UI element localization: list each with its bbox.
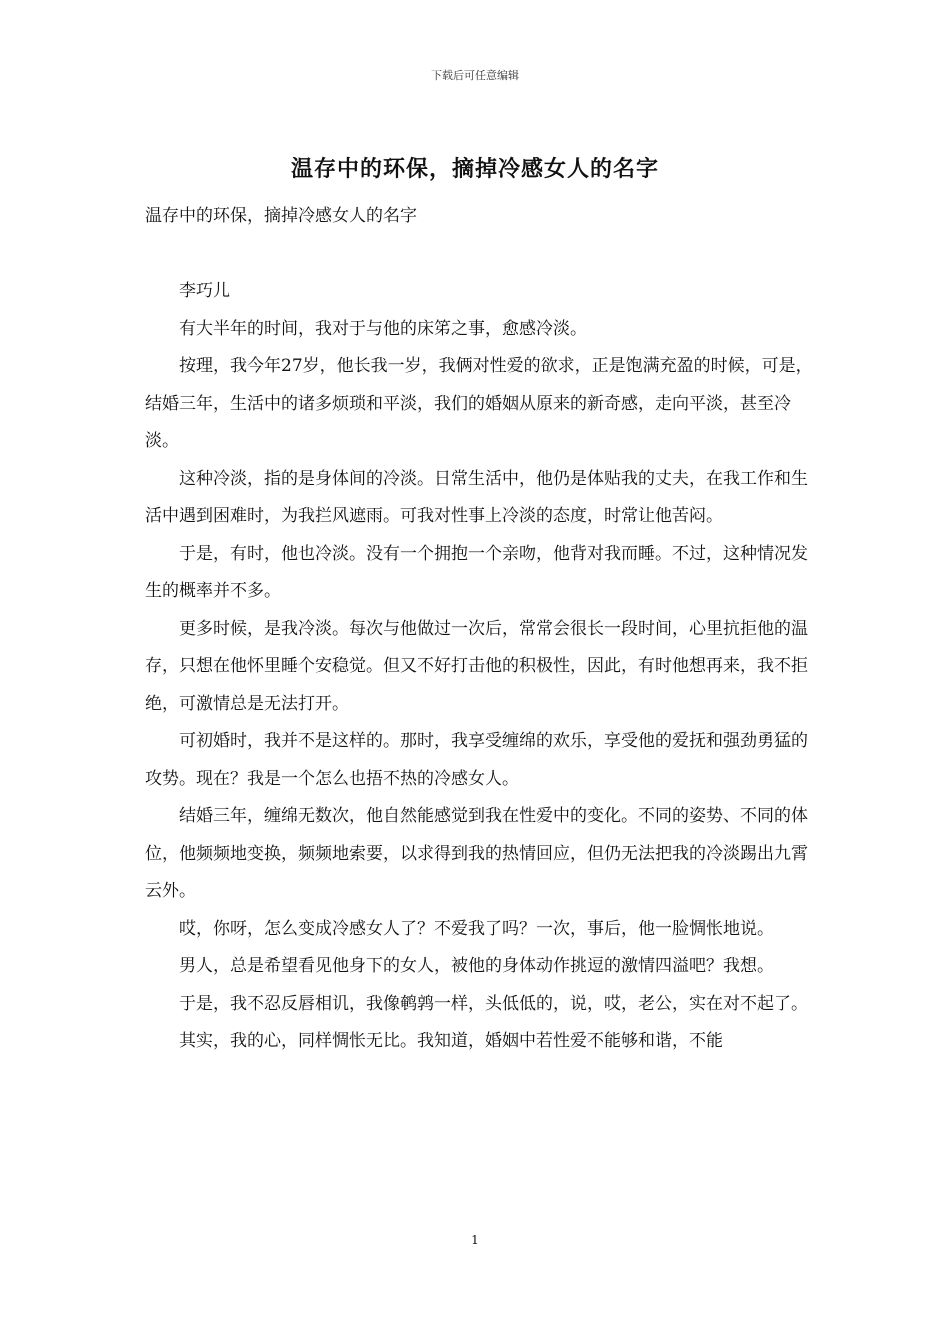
paragraph: 按理，我今年27岁，他长我一岁，我俩对性爱的欲求，正是饱满充盈的时候，可是，结婚三年，生活中的诸多烦琐和平淡，我们的婚姻从原来的新奇感，走向平淡，甚至冷淡。 [145, 356, 813, 451]
paragraph: 结婚三年，缠绵无数次，他自然能感觉到我在性爱中的变化。不同的姿势、不同的体位，他频频地变换，频频地索要，以求得到我的热情回应，但仍无法把我的冷淡踢出九霄云外。 [145, 806, 808, 901]
page-number: 1 [471, 1233, 479, 1247]
document-body [145, 273, 817, 1061]
paragraph: 于是，我不忍反唇相讥，我像鹌鹑一样，头低低的，说，哎，老公，实在对不起了。 [179, 993, 808, 1014]
paragraph: 其实，我的心，同样惆怅无比。我知道，婚姻中若性爱不能够和谐，不能 [179, 1031, 723, 1051]
paragraph: 可初婚时，我并不是这样的。那时，我享受缠绵的欢乐，享受他的爱抚和强劲勇猛的攻势。现在？我是一个怎么也捂不热的冷感女人。 [145, 731, 808, 789]
document-subtitle: 温存中的环保，摘掉冷感女人的名字 [145, 206, 417, 226]
paragraph: 哎，你呀，怎么变成冷感女人了？不爱我了吗？一次，事后，他一脸惆怅地说。 [179, 918, 774, 939]
author-line: 李巧儿 [179, 281, 230, 301]
paragraph: 于是，有时，他也冷淡。没有一个拥抱一个亲吻，他背对我而睡。不过，这种情况发生的概率并不多。 [145, 543, 808, 601]
page-header-note: 下载后可任意编辑 [431, 69, 519, 82]
document-title: 温存中的环保，摘掉冷感女人的名字 [290, 156, 659, 182]
paragraph: 有大半年的时间，我对于与他的床笫之事，愈感冷淡。 [179, 318, 587, 339]
paragraph: 更多时候，是我冷淡。每次与他做过一次后，常常会很长一段时间，心里抗拒他的温存，只想在他怀里睡个安稳觉。但又不好打击他的积极性，因此，有时他想再来，我不拒绝，可激情总是无法打开。 [145, 618, 808, 714]
paragraph: 这种冷淡，指的是身体间的冷淡。日常生活中，他仍是体贴我的丈夫，在我工作和生活中遇到困难时，为我拦风遮雨。可我对性事上冷淡的态度，时常让他苦闷。 [145, 468, 808, 526]
paragraph: 男人，总是希望看见他身下的女人，被他的身体动作挑逗的激情四溢吧？我想。 [179, 956, 774, 976]
